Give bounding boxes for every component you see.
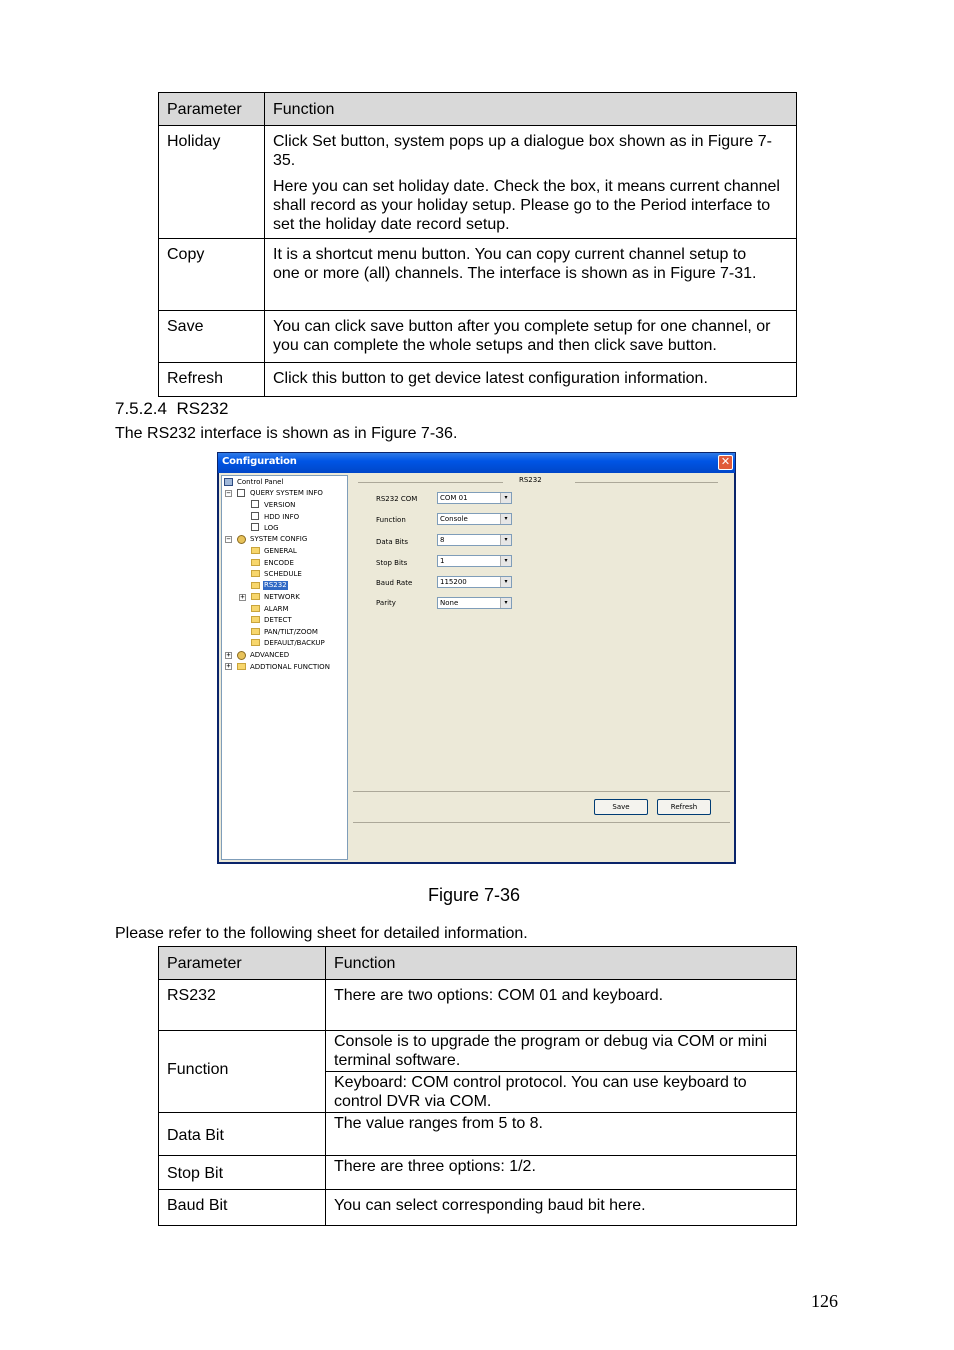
rs232-com-label: RS232 COM [376,495,418,503]
folder-icon [251,628,260,635]
tree-item-pan-tilt-zoom[interactable]: PAN/TILT/ZOOM [264,628,318,636]
function-text: Console is to upgrade the program or debug via COM or mini terminal software. [334,1033,768,1069]
tree-item-hdd-info[interactable]: HDD INFO [264,513,300,521]
function-text: Click Set button, system pops up a dialogue box shown as in Figure 7-35. [273,133,772,169]
header-parameter: Parameter [159,947,326,980]
table-row [159,126,797,239]
folder-icon [251,547,260,554]
function-text: There are two options: COM 01 and keyboard. [334,987,664,1004]
function-text: There are three options: 1/2. [334,1158,536,1175]
folder-icon [251,639,260,646]
document-icon [251,512,259,520]
divider [353,822,730,823]
param-cell: Save [159,311,265,363]
function-select[interactable] [437,513,512,525]
function-text: The value ranges from 5 to 8. [334,1115,543,1132]
parity-label: Parity [376,599,396,607]
baud-rate-value: 115200 [440,578,467,586]
function-text: shall record as your holiday setup. Please go to the Period interface to [273,197,771,214]
parity-select[interactable] [437,597,512,609]
rs232-com-select[interactable] [437,492,512,504]
function-cell [326,1156,797,1190]
section-number: 7.5.2.4 [115,399,167,418]
gear-icon [237,651,246,660]
section-title: RS232 [176,399,229,418]
folder-icon [251,559,260,566]
table-row [159,980,797,1031]
dropdown-arrow-icon: ▾ [500,598,511,608]
table-row [159,311,797,363]
function-text: Here you can set holiday date. Check the box, it means current channel [273,178,780,195]
data-bits-value: 8 [440,536,445,544]
expand-icon[interactable]: + [240,593,245,601]
param-cell: Copy [159,239,265,311]
group-label: RS232 [519,476,542,484]
function-cell [265,311,797,363]
dropdown-arrow-icon: ▾ [500,556,511,566]
param-cell: Refresh [159,363,265,397]
folder-icon [251,593,260,600]
function-cell [326,1072,797,1113]
function-text: It is a shortcut menu button. You can copy current channel setup to one or more (all) channels. The interface is shown as in Figure 7-31. [273,246,757,282]
document-icon [251,500,259,508]
expand-icon[interactable]: + [226,662,231,670]
sheet-intro: Please refer to the following sheet for detailed information. [115,925,528,942]
param-cell: Baud Bit [159,1190,326,1226]
parity-value: None [440,599,459,607]
tree-item-query-system-info[interactable]: QUERY SYSTEM INFO [250,489,323,497]
table-row [159,1156,797,1190]
holiday-params-table [158,92,797,397]
baud-rate-label: Baud Rate [376,579,413,587]
function-cell [326,1113,797,1156]
baud-rate-select[interactable] [437,576,512,588]
close-icon[interactable]: ✕ [718,455,733,470]
configuration-window [217,452,736,864]
tree-item-detect[interactable]: DETECT [264,616,292,624]
tools-icon [237,535,246,544]
stop-bits-label: Stop Bits [376,559,408,567]
tree-item-version[interactable]: VERSION [264,501,296,509]
rs232-panel [350,475,732,860]
window-title: Configuration [222,456,297,467]
figure-caption: Figure 7-36 [428,885,521,905]
data-bits-label: Data Bits [376,538,409,546]
function-text: Keyboard: COM control protocol. You can use keyboard to control DVR via COM. [334,1074,747,1110]
function-cell [265,363,797,397]
table-header-row [159,93,797,126]
tree-item-control-panel[interactable]: Control Panel [237,478,284,486]
tree-item-system-config[interactable]: SYSTEM CONFIG [250,535,308,543]
function-text: set the holiday date record setup. [273,216,510,233]
param-cell: Stop Bit [159,1156,326,1190]
data-bits-select[interactable] [437,534,512,546]
computer-icon [224,478,233,486]
window-client [219,473,734,862]
tree-item-rs232[interactable]: RS232 [264,581,287,589]
header-function: Function [265,93,797,126]
expand-icon[interactable]: + [226,651,231,659]
rs232-com-value: COM 01 [440,494,468,502]
folder-icon [251,570,260,577]
function-cell [326,1031,797,1072]
document-icon [237,489,245,497]
tree-item-network[interactable]: NETWORK [264,593,300,601]
table-header-row [159,947,797,980]
document-icon [251,523,259,531]
tree-item-log[interactable]: LOG [264,524,279,532]
collapse-icon[interactable]: − [226,489,231,497]
group-divider [575,482,718,483]
intro-text: The RS232 interface is shown as in Figure 7-36. [115,425,458,442]
param-cell: Holiday [159,126,265,239]
function-cell [265,126,797,239]
stop-bits-value: 1 [440,557,445,565]
tree-item-encode[interactable]: ENCODE [264,559,294,567]
function-label: Function [376,516,406,524]
dropdown-arrow-icon: ▾ [500,577,511,587]
dropdown-arrow-icon: ▾ [500,493,511,503]
rs232-params-table [158,946,797,1226]
refresh-button[interactable]: Refresh [657,799,711,815]
group-divider [358,482,503,483]
header-function: Function [326,947,797,980]
header-parameter: Parameter [159,93,265,126]
function-cell [326,1190,797,1226]
folder-icon [237,663,246,670]
folder-icon [251,605,260,612]
table-row [159,1113,797,1156]
tree-item-advanced[interactable]: ADVANCED [250,651,290,659]
tree-item-alarm[interactable]: ALARM [264,605,289,613]
save-button[interactable]: Save [594,799,648,815]
divider [353,791,730,792]
dropdown-arrow-icon: ▾ [500,514,511,524]
control-panel-tree [221,475,348,860]
function-text: Click this button to get device latest configuration information. [273,370,708,387]
table-row [159,363,797,397]
tree-item-default-backup[interactable]: DEFAULT/BACKUP [264,639,325,647]
table-row [159,1031,797,1072]
dropdown-arrow-icon: ▾ [500,535,511,545]
folder-icon [251,616,260,623]
table-row [159,1190,797,1226]
collapse-icon[interactable]: − [226,535,231,543]
param-cell: Data Bit [159,1113,326,1156]
tree-item-general[interactable]: GENERAL [264,547,297,555]
function-text: You can click save button after you complete setup for one channel, or you can complete the whole setups and then click save button. [273,318,771,354]
section-heading [115,399,228,419]
folder-open-icon [251,582,260,589]
param-cell: RS232 [159,980,326,1031]
tree-item-additional-function[interactable]: ADDTIONAL FUNCTION [250,663,330,671]
stop-bits-select[interactable] [437,555,512,567]
table-row [159,239,797,311]
function-cell [265,239,797,311]
function-value: Console [440,515,468,523]
title-bar [218,453,735,473]
function-cell [326,980,797,1031]
param-cell: Function [159,1031,326,1113]
tree-item-schedule[interactable]: SCHEDULE [264,570,302,578]
page-number: 126 [811,1291,838,1311]
function-text: You can select corresponding baud bit here. [334,1197,646,1214]
